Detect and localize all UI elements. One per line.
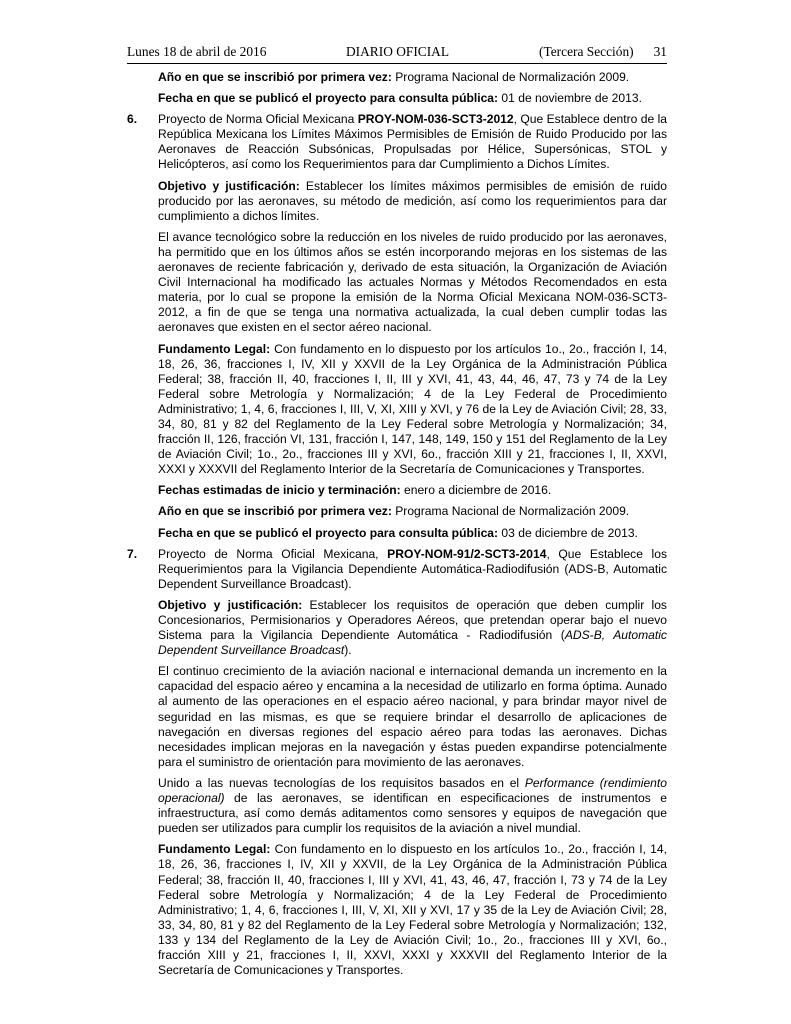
fundamento-label: Fundamento Legal: [158,341,271,356]
anio-value: Programa Nacional de Normalización 2009. [391,70,630,84]
fundamento-text: Con fundamento en lo dispuesto por los artículos 1o., 2o., fracción I, 14, 18, 26, 36, fracciones I, IV, XII y XXVII de la Ley Orgánica de la Administración Pública Federal; 38, fracción II, 40, fracciones I, II, III y XVI, 41, 43, 44, 46, 47, 73 y 74 de la Ley Federal sobre Metrología y Normalización; 4 de la Ley Federal de Procedimiento Administrativo; 1, 4, 6, fracciones I, III, V, XI, XIII y XVI, y 76 de la Ley de Aviación Civil; 28, 33, 34, 80, 81 y 82 del Reglamento de la Ley Federal sobre Metrología y Normalización; 34, fracción II, 126, fracción VI, 131, fracción I, 147, 148, 149, 150 y 151 del Reglamento de la Ley de Aviación Civil; 1o., 2o., fracciones III y XVI, 6o., fracción XIII y 21, fracciones I, II, XXVI, XXXI y XXXVII del Reglamento Interior de la Secretaría de Comunicaciones y Transportes. [158,341,668,477]
fundamento-text: Con fundamento en lo dispuesto en los artículos 1o., 2o., fracción I, 14, 18, 26, 36, fracciones I, IV, XII y XXVII, de la Ley Orgánica de la Administración Pública Federal; 38, fracción II, 40, fracciones I, III y XVI, 41, 43, 46, 47, fracción I, 73 y 74 de la Ley Federal sobre Metrología y Normalización; 4 de la Ley Federal de Procedimiento Administrativo; 1, 4, 6, fracciones I, III, V, XI, XII y XVI, 17 y 35 de la Ley de Aviación Civil; 28, 33, 34, 80, 81 y 82 del Reglamento de la Ley Federal sobre Metrología y Normalización; 132, 133 y 134 del Reglamento de la Ley de Aviación Civil; 1o., 2o., fracciones III y XVI, 6o., fracción XIII y 21, fracciones I, II, XXVI, XXXI y XXXVII del Reglamento Interior de la Secretaría de Comunicaciones y Transportes. [158,842,667,978]
crecimiento-paragraph: El continuo crecimiento de la aviación nacional e internacional demanda un incremento en la capacidad del espacio aéreo y encamina a la necesidad de utilizarlo en forma óptima. Aunado al aumento de las operaciones en el espacio aéreo nacional, y para brindar mayor nivel de seguridad en las mismas, es que se requiere brindar el desarrollo de aplicaciones de navegación en diversas regiones del espacio aéreo para todas las aeronaves. Dichas necesidades implican mejoras en la navegación y éstas pueden expandirse potencialmente para el suministro de orientación para movimiento de las aeronaves. [158,664,667,769]
fechas-label: Fechas estimadas de inicio y terminación: [158,483,401,498]
fundamento-paragraph [158,342,667,478]
unido-start: Unido a las nuevas tecnologías de los requisitos basados en el [158,775,525,790]
fechas-paragraph [158,483,667,498]
header-section-label: (Tercera Sección) [539,44,634,59]
item-number: 6. [127,112,138,127]
unido-italic: Performance (rendimiento operacional) [158,775,667,806]
page-header [127,44,667,64]
list-item-7 [127,547,667,592]
objetivo-text: Establecer los requisitos de operación que deben cumplir los Concesionarios, Permisionarios y Operadores Aéreos, que pretendan operar bajo el nuevo Sistema para la Vigilancia Dependiente Automática - Radiodifusión ( [158,597,667,643]
fundamento-label: Fundamento Legal: [158,842,271,857]
objetivo-italic: ADS-B, Automatic Dependent Surveillance Broadcast [158,628,667,658]
norm-code: PROY-NOM-91/2-SCT3-2014 [387,546,547,561]
fecha-publicacion [158,526,667,541]
anio-inscripcion [158,70,667,85]
objetivo-paragraph [158,179,667,224]
header-page-number: 31 [653,44,667,59]
objetivo-label: Objetivo y justificación: [158,178,300,193]
list-item-6 [127,112,667,172]
norm-code: PROY-NOM-036-SCT3-2012 [357,112,514,127]
avance-paragraph: El avance tecnológico sobre la reducción en los niveles de ruido producido por las aeronaves, ha permitido que en los últimos años se estén incorporando mejoras en los sistemas de las aeronaves de reciente fabricación y, derivado de esta situación, la Organización de Aviación Civil Internacional ha modificado las actuales Normas y Métodos Recomendados en esta materia, por lo cual se propone la emisión de la Norma Oficial Mexicana NOM-036-SCT3-2012, a fin de que se tenga una normativa actualizada, la cual deben cumplir todas las aeronaves que existen en el sector aéreo nacional. [158,229,667,335]
item-number: 7. [127,546,138,561]
objetivo-label: Objetivo y justificación: [158,597,303,612]
objetivo-end: ). [344,643,352,658]
objetivo-paragraph [158,598,667,658]
title-rest: , Que Establece los Requerimientos para la Vigilancia Dependiente Automática-Radiodifusión (ADS-B, Automatic Dependent Surveillance Broadcast). [158,546,667,591]
title-prefix: Proyecto de Norma Oficial Mexicana [158,112,358,127]
objetivo-text: Establecer los límites máximos permisibles de emisión de ruido producido por las aeronaves, su método de medición, así como los requerimientos para dar cumplimiento a dichos límites. [158,178,667,223]
anio-label: Año en que se inscribió por primera vez: [158,70,392,84]
header-rule [127,63,667,64]
fecha-label: Fecha en que se publicó el proyecto para consulta pública: [158,525,499,540]
header-date: Lunes 18 de abril de 2016 [127,44,267,59]
fecha-label: Fecha en que se publicó el proyecto para consulta pública: [158,91,499,106]
fecha-value: 01 de noviembre de 2013. [498,91,642,106]
anio-label: Año en que se inscribió por primera vez: [158,504,392,519]
fundamento-paragraph [158,842,667,978]
anio-inscripcion [158,504,667,519]
fechas-value: enero a diciembre de 2016. [400,483,552,498]
anio-value: Programa Nacional de Normalización 2009. [391,504,630,519]
unido-end: de las aeronaves, se identifican en especificaciones de instrumentos e infraestructura, así como demás aditamentos como sensores y equipos de navegación que pueden ser utilizados para cumplir los requisitos de la aviación a nivel mundial. [158,791,667,836]
title-rest: , Que Establece dentro de la República Mexicana los Límites Máximos Permisibles de Emisión de Ruido Producido por las Aeronaves de Reacción Subsónicas, Propulsadas por Hélice, Supersónicas, STOL y Helicópteros, así como los Requerimientos para dar Cumplimiento a Dichos Límites. [158,112,667,172]
fecha-value: 03 de diciembre de 2013. [498,525,638,540]
document-body [127,70,667,984]
fecha-publicacion [158,91,667,106]
title-prefix: Proyecto de Norma Oficial Mexicana, [158,546,388,561]
header-section [539,44,667,60]
unido-paragraph [158,776,667,836]
header-publication: DIARIO OFICIAL [346,44,450,59]
item-title [158,112,667,172]
item-title [158,547,667,592]
